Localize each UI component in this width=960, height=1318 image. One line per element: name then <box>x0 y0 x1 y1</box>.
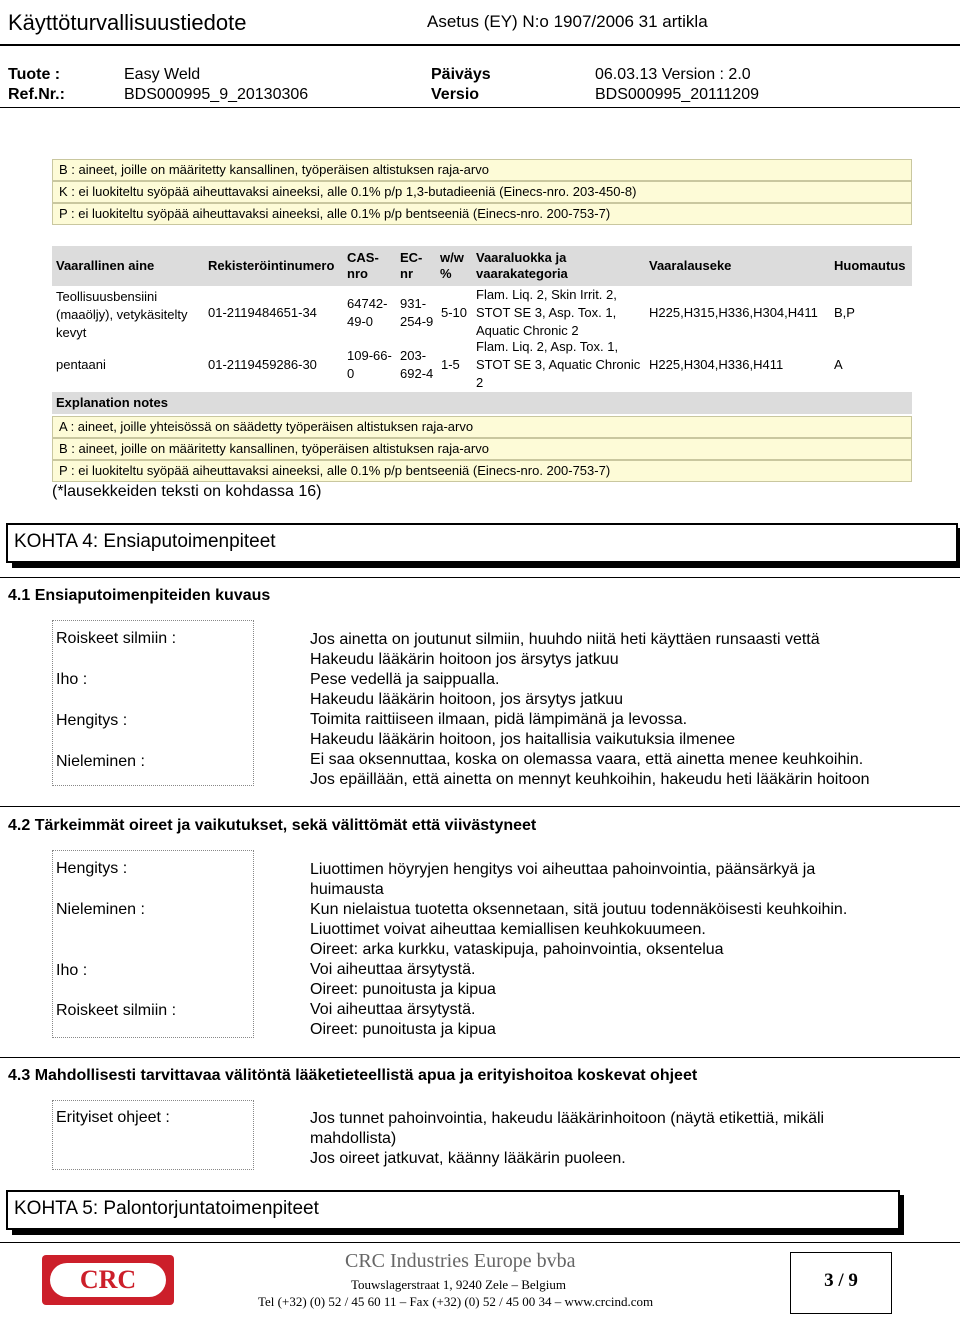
row2-registration: 01-2119459286-30 <box>208 357 317 372</box>
version-label: Versio <box>431 86 480 103</box>
row2-category: Flam. Liq. 2, Asp. Tox. 1, STOT SE 3, Aquatic Chronic 2 <box>476 339 641 390</box>
regulation-reference: Asetus (EY) N:o 1907/2006 31 artikla <box>427 12 708 31</box>
row1-ec: 931-254-9 <box>400 296 434 329</box>
s41-line: Hakeudu lääkärin hoitoon jos ärsytys jatkuu <box>310 651 619 668</box>
s41-line: Jos epäillään, että ainetta on mennyt keuhkoihin, hakeudu heti lääkärin hoitoon <box>310 771 870 788</box>
s42-line: Oireet: punoitusta ja kipua <box>310 1021 496 1038</box>
row1-substance: Teollisuusbensiini (maaöljy), vetykäsitelty kevyt <box>56 289 188 340</box>
note-k: K : ei luokiteltu syöpää aiheuttavaksi aineeksi, alle 0.1% p/p 1,3-butadieeniä (Einecs-nro. 203-450-8) <box>52 181 912 203</box>
s41-line: Jos ainetta on joutunut silmiin, huuhdo niitä heti käyttäen runsaasti vettä <box>310 631 820 648</box>
row1-category: Flam. Liq. 2, Skin Irrit. 2, STOT SE 3, Asp. Tox. 1, Aquatic Chronic 2 <box>476 287 617 338</box>
s42-label-eyes: Roiskeet silmiin : <box>56 1002 177 1019</box>
subsection-4-3-title: 4.3 Mahdollisesti tarvittavaa välitöntä lääketieteellistä apua ja erityishoitoa koskevat ohjeet <box>8 1067 698 1084</box>
s41-line: Pese vedellä ja saippualla. <box>310 671 500 688</box>
row1-phrases: H225,H315,H336,H304,H411 <box>649 305 818 320</box>
col-ec: EC-nr <box>400 250 423 281</box>
col-substance: Vaarallinen aine <box>56 258 155 273</box>
date-value: 06.03.13 Version : 2.0 <box>595 66 751 83</box>
s42-line: huimausta <box>310 881 384 898</box>
s43-text <box>310 1109 930 1169</box>
s41-line: Hakeudu lääkärin hoitoon, jos haitallisia vaikutuksia ilmenee <box>310 731 736 748</box>
header-bottom-divider <box>0 107 960 108</box>
date-label: Päiväys <box>431 66 491 83</box>
version-value: BDS000995_20111209 <box>595 86 759 103</box>
row1-registration: 01-2119484651-34 <box>208 305 317 320</box>
row2-remark: A <box>834 357 843 372</box>
s42-line: Oireet: punoitusta ja kipua <box>310 981 496 998</box>
section4-divider <box>0 577 960 578</box>
row2-substance: pentaani <box>56 357 106 372</box>
s41-label-inhalation: Hengitys : <box>56 712 128 729</box>
s42-line: Kun nielaistua tuotetta oksennetaan, sitä joutuu todennäköisesti keuhkoihin. <box>310 901 848 918</box>
note-b: B : aineet, joille on määritetty kansallinen, työperäisen altistuksen raja-arvo <box>52 159 912 181</box>
s41-line: Ei saa oksennuttaa, koska on olemassa vaara, että ainetta menee keuhkoihin. <box>310 751 864 768</box>
s42-line: Voi aiheuttaa ärsytystä. <box>310 1001 476 1018</box>
product-value: Easy Weld <box>124 66 201 83</box>
s42-label-skin: Iho : <box>56 962 88 979</box>
subsection-4-2-divider <box>0 806 960 807</box>
company-contact: Tel (+32) (0) 52 / 45 60 11 – Fax (+32) (0) 52 / 45 00 34 – www.crcind.com <box>258 1294 654 1309</box>
row1-ww: 5-10 <box>441 305 468 320</box>
s43-line: mahdollista) <box>310 1130 397 1147</box>
page-number: 3 / 9 <box>824 1270 858 1291</box>
col-phrases: Vaaralauseke <box>649 258 732 273</box>
explanation-note-a: A : aineet, joille yhteisössä on säädetty työperäisen altistuksen raja-arvo <box>52 416 912 438</box>
explanation-note-p: P : ei luokiteltu syöpää aiheuttavaksi aineeksi, alle 0.1% p/p bentseeniä (Einecs-nro. 200-753-7) <box>52 460 912 482</box>
row2-ww: 1-5 <box>441 357 460 372</box>
document-title: Käyttöturvallisuustiedote <box>8 10 247 35</box>
s41-label-ingestion: Nieleminen : <box>56 753 145 770</box>
section4-heading: KOHTA 4: Ensiaputoimenpiteet <box>6 523 958 563</box>
company-address: Touwslagerstraat 1, 9240 Zele – Belgium <box>351 1277 566 1292</box>
s41-label-skin: Iho : <box>56 671 88 688</box>
s41-label-eyes: Roiskeet silmiin : <box>56 630 177 647</box>
crc-logo-text: CRC <box>79 1265 137 1294</box>
row1-remark: B,P <box>834 305 855 320</box>
s41-line: Toimita raittiiseen ilmaan, pidä lämpimänä ja levossa. <box>310 711 688 728</box>
explanation-notes-title: Explanation notes <box>52 392 912 414</box>
s43-line: Jos oireet jatkuvat, käänny lääkärin puoleen. <box>310 1150 626 1167</box>
row2-ec: 203-692-4 <box>400 348 434 381</box>
s42-line: Liuottimet voivat aiheuttaa kemiallisen keuhkokuumeen. <box>310 921 706 938</box>
col-cas: CAS-nro <box>347 250 379 281</box>
s42-line: Oireet: arka kurkku, vataskipuja, pahoinvointia, oksentelua <box>310 941 724 958</box>
s41-line: Hakeudu lääkärin hoitoon, jos ärsytys jatkuu <box>310 691 624 708</box>
subsection-4-3-divider <box>0 1057 960 1058</box>
ref-label: Ref.Nr.: <box>8 86 65 103</box>
company-name: CRC Industries Europe bvba <box>345 1250 576 1272</box>
header-divider <box>0 44 960 46</box>
col-registration: Rekisteröintinumero <box>208 258 335 273</box>
table-footnote: (*lausekkeiden teksti on kohdassa 16) <box>52 483 322 500</box>
subsection-4-2-title: 4.2 Tärkeimmät oireet ja vaikutukset, sekä välittömät että viivästyneet <box>8 817 537 834</box>
product-label: Tuote : <box>8 66 61 83</box>
section5-heading: KOHTA 5: Palontorjuntatoimenpiteet <box>6 1190 900 1230</box>
row2-cas: 109-66-0 <box>347 348 392 381</box>
footer-divider <box>0 1242 960 1243</box>
s42-line: Voi aiheuttaa ärsytystä. <box>310 961 476 978</box>
col-category: Vaaraluokka ja vaarakategoria <box>476 250 568 281</box>
row2-phrases: H225,H304,H336,H411 <box>649 357 784 372</box>
row1-cas: 64742-49-0 <box>347 296 388 329</box>
s42-line: Liuottimen höyryjen hengitys voi aiheuttaa pahoinvointia, päänsärkyä ja <box>310 861 816 878</box>
s43-line: Jos tunnet pahoinvointia, hakeudu lääkärinhoitoon (näytä etikettiä, mikäli <box>310 1110 825 1127</box>
ref-value: BDS000995_9_20130306 <box>124 86 309 103</box>
s42-label-inhalation: Hengitys : <box>56 860 128 877</box>
s42-text <box>310 860 930 1040</box>
note-p: P : ei luokiteltu syöpää aiheuttavaksi aineeksi, alle 0.1% p/p bentseeniä (Einecs-nro. 200-753-7) <box>52 203 912 225</box>
s41-text <box>310 630 930 790</box>
s43-label-special: Erityiset ohjeet : <box>56 1109 170 1126</box>
col-remark: Huomautus <box>834 258 906 273</box>
col-ww: w/w % <box>440 250 464 281</box>
s42-label-ingestion: Nieleminen : <box>56 901 145 918</box>
subsection-4-1-title: 4.1 Ensiaputoimenpiteiden kuvaus <box>8 587 271 604</box>
explanation-note-b: B : aineet, joille on määritetty kansallinen, työperäisen altistuksen raja-arvo <box>52 438 912 460</box>
